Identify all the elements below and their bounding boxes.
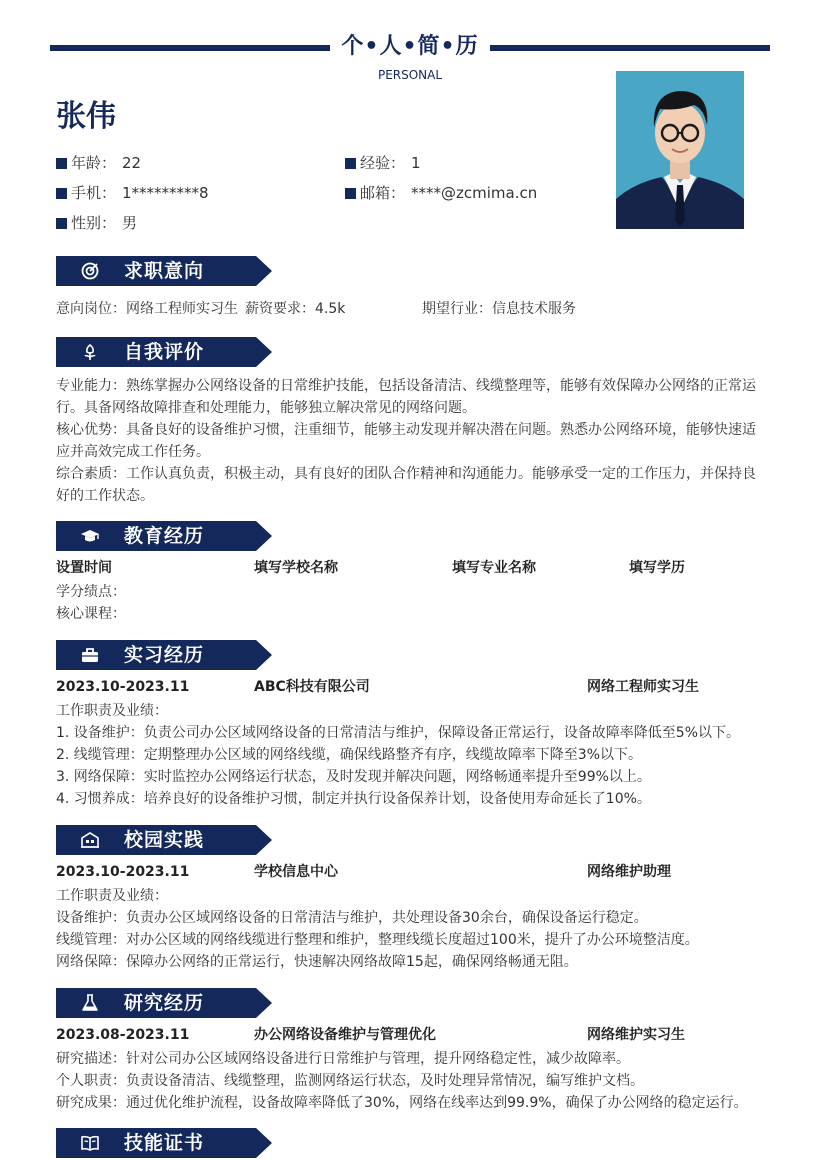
list-item: 1. 设备维护：负责公司办公区域网络设备的日常清洁与维护，保障设备正常运行，设备故障率降低至5%以下。 (56, 725, 741, 741)
campus-role: 网络维护助理 (587, 864, 671, 880)
age-value: 22 (122, 154, 142, 172)
email-label: 邮箱： (360, 184, 406, 202)
age-field (56, 153, 141, 173)
education-degree: 填写学历 (629, 560, 685, 576)
list-item: 研究成果：通过优化维护流程，设备故障率降低了30%，网络在线率达到99.9%，确保了办公网络的稳定运行。 (56, 1095, 748, 1111)
education-major: 填写专业名称 (452, 560, 536, 576)
bullet-square-icon (345, 188, 356, 199)
list-item: 个人职责：负责设备清洁、线缆整理，监测网络运行状态，及时处理异常情况，编写维护文档。 (56, 1073, 644, 1089)
section-header-internship (56, 640, 272, 670)
gender-field (56, 213, 137, 233)
self-eval-advantage: 核心优势：具备良好的设备维护习惯，注重细节，能够主动发现并解决潜在问题。熟悉办公网络环境，能够快速适应并高效完成工作任务。 (56, 422, 756, 460)
section-header-self-eval (56, 337, 272, 367)
section-title: 技能证书 (124, 1132, 205, 1154)
education-gpa: 学分绩点： (56, 584, 126, 600)
intention-position: 意向岗位：网络工程师实习生 (56, 301, 238, 317)
experience-value: 1 (411, 154, 421, 172)
section-title: 教育经历 (124, 525, 205, 547)
list-item: 设备维护：负责办公区域网络设备的日常清洁与维护，共处理设备30余台，确保设备运行稳定。 (56, 910, 648, 926)
intention-industry: 期望行业：信息技术服务 (422, 301, 576, 317)
section-title: 求职意向 (124, 260, 205, 282)
list-item: 线缆管理：对办公区域的网络线缆进行整理和维护，整理线缆长度超过100米，提升了办公环境整洁度。 (56, 932, 699, 948)
list-item: 2. 线缆管理：定期整理办公区域的网络线缆，确保线路整齐有序，线缆故障率下降至3%以下。 (56, 747, 643, 763)
self-eval-quality: 综合素质：工作认真负责，积极主动，具有良好的团队合作精神和沟通能力。能够承受一定的工作压力，并保持良好的工作状态。 (56, 466, 756, 504)
section-title: 实习经历 (124, 644, 205, 666)
section-header-skills (56, 1128, 272, 1158)
bullet-square-icon (345, 158, 356, 169)
internship-role: 网络工程师实习生 (587, 679, 699, 695)
building-icon (80, 830, 100, 850)
internship-intro: 工作职责及业绩： (56, 703, 168, 719)
flask-icon (80, 993, 100, 1013)
campus-time: 2023.10-2023.11 (56, 864, 190, 880)
header-rule-right (490, 45, 770, 51)
phone-value: 1*********8 (122, 184, 209, 202)
header-rule-left (50, 45, 330, 51)
education-school: 填写学校名称 (254, 560, 338, 576)
briefcase-icon (80, 645, 100, 665)
graduation-cap-icon (80, 526, 100, 546)
education-courses: 核心课程： (56, 606, 126, 622)
research-role: 网络维护实习生 (587, 1027, 685, 1043)
list-item: 4. 习惯养成：培养良好的设备维护习惯，制定并执行设备保养计划，设备使用寿命延长了10%。 (56, 791, 651, 807)
phone-field (56, 183, 209, 203)
gender-label: 性别： (71, 214, 117, 232)
book-icon (80, 1133, 100, 1153)
experience-field (345, 153, 421, 173)
target-icon (80, 261, 100, 281)
campus-org: 学校信息中心 (254, 864, 338, 880)
internship-time: 2023.10-2023.11 (56, 679, 190, 695)
section-header-campus (56, 825, 272, 855)
section-title: 校园实践 (124, 829, 205, 851)
gender-value: 男 (122, 214, 138, 232)
phone-label: 手机： (71, 184, 117, 202)
bullet-square-icon (56, 158, 67, 169)
experience-label: 经验： (360, 154, 406, 172)
section-title: 自我评价 (124, 341, 205, 363)
internship-company: ABC科技有限公司 (254, 679, 370, 695)
section-header-education (56, 521, 272, 551)
document-title: 个•人•简•历 (341, 34, 479, 59)
research-time: 2023.08-2023.11 (56, 1027, 190, 1043)
email-field (345, 183, 537, 203)
avatar-portrait (616, 71, 744, 229)
list-item: 网络保障：保障办公网络的正常运行，快速解决网络故障15起，确保网络畅通无阻。 (56, 954, 578, 970)
section-header-intention (56, 256, 272, 286)
email-value: ****@zcmima.cn (411, 184, 538, 202)
bullet-square-icon (56, 188, 67, 199)
bullet-square-icon (56, 218, 67, 229)
education-time: 设置时间 (56, 560, 112, 576)
avatar (616, 71, 744, 229)
age-label: 年龄： (71, 154, 117, 172)
self-eval-professional: 专业能力：熟练掌握办公网络设备的日常维护技能，包括设备清洁、线缆整理等，能够有效保障办公网络的正常运行。具备网络故障排查和处理能力，能够独立解决常见的网络问题。 (56, 378, 756, 416)
section-title: 研究经历 (124, 992, 205, 1014)
document-subtitle: PERSONAL (377, 68, 443, 82)
research-project: 办公网络设备维护与管理优化 (254, 1027, 436, 1043)
list-item: 研究描述：针对公司办公区域网络设备进行日常维护与管理，提升网络稳定性，减少故障率。 (56, 1051, 630, 1067)
section-header-research (56, 988, 272, 1018)
flower-icon (80, 342, 100, 362)
campus-intro: 工作职责及业绩： (56, 888, 168, 904)
intention-salary: 薪资要求：4.5k (245, 301, 346, 317)
list-item: 3. 网络保障：实时监控办公网络运行状态，及时发现并解决问题，网络畅通率提升至99%以上。 (56, 769, 651, 785)
candidate-name: 张伟 (56, 99, 116, 134)
